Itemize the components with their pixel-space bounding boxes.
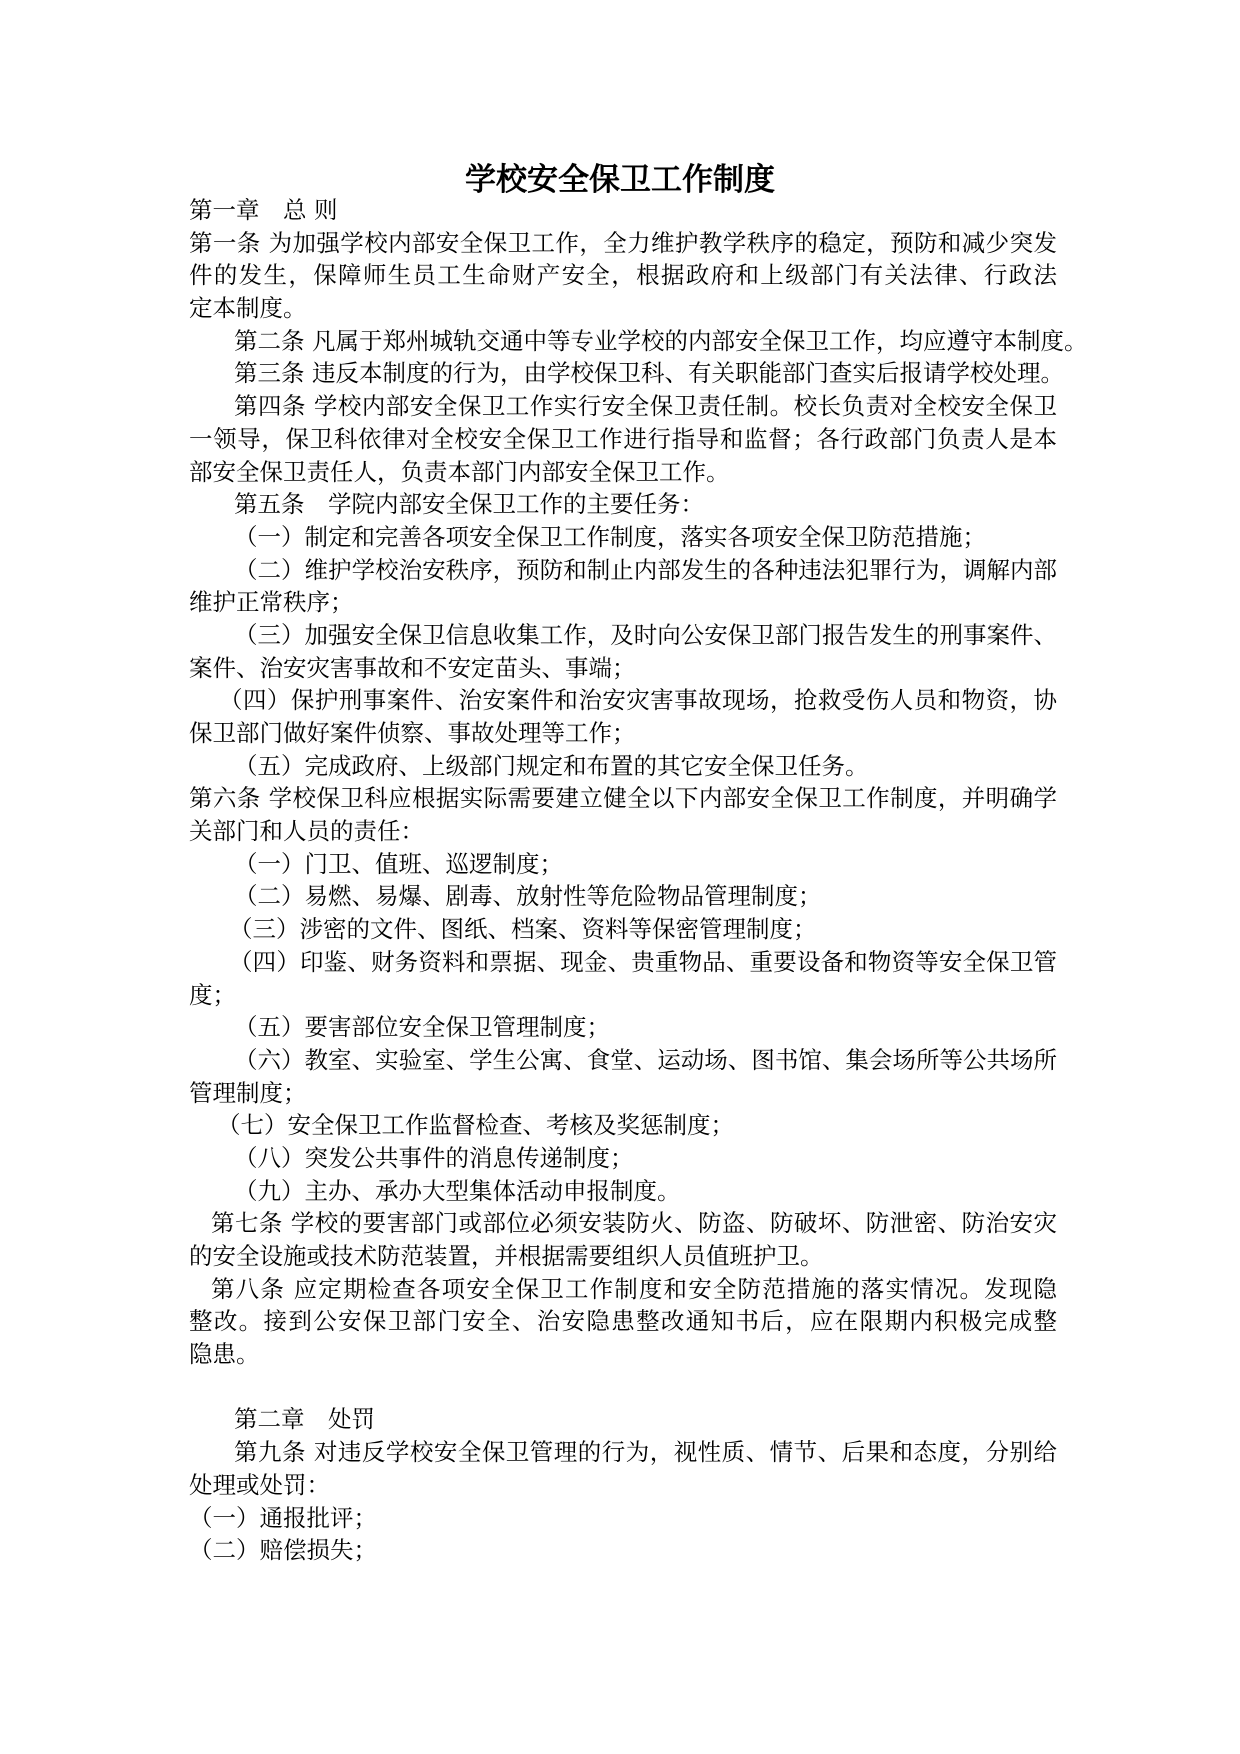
list-item-line: （一）通报批评； <box>189 1503 377 1532</box>
list-item-line: （八）突发公共事件的消息传递制度； <box>234 1143 634 1172</box>
document-body <box>189 194 1088 1567</box>
article-line: 定本制度。 <box>189 294 307 323</box>
article-line: 关部门和人员的责任： <box>189 817 424 846</box>
article-line: 第五条 学院内部安全保卫工作的主要任务： <box>234 490 704 519</box>
article-line: 第一条 为加强学校内部安全保卫工作，全力维护教学秩序的稳定，预防和减少突发 <box>189 228 1057 257</box>
list-item-line: （二）维护学校治安秩序，预防和制止内部发生的各种违法犯罪行为，调解内部 <box>234 555 1057 584</box>
article-line: 第八条 应定期检查各项安全保卫工作制度和安全防范措施的落实情况。发现隐 <box>211 1274 1057 1303</box>
article-line: 第三条 违反本制度的行为，由学校保卫科、有关职能部门查实后报请学校处理。 <box>234 359 1064 388</box>
list-item-line: 保卫部门做好案件侦察、事故处理等工作； <box>189 719 636 747</box>
article-line: 的安全设施或技术防范装置，并根据需要组织人员值班护卫。 <box>189 1242 824 1270</box>
list-item-line: （九）主办、承办大型集体活动申报制度。 <box>234 1176 681 1205</box>
list-item-line: （五）要害部位安全保卫管理制度； <box>234 1013 610 1042</box>
list-item-line: 度； <box>189 980 236 1009</box>
article-line: 部安全保卫责任人，负责本部门内部安全保卫工作。 <box>189 457 730 486</box>
list-item-line: （三）加强安全保卫信息收集工作，及时向公安保卫部门报告发生的刑事案件、 <box>234 620 1057 649</box>
list-item-line: （一）门卫、值班、巡逻制度； <box>234 849 563 878</box>
list-item-line: （七）安全保卫工作监督检查、考核及奖惩制度； <box>217 1111 734 1140</box>
document-title: 学校安全保卫工作制度 <box>465 162 775 198</box>
chapter-heading: 第一章 总 则 <box>189 196 338 224</box>
list-item-line: 管理制度； <box>189 1078 307 1107</box>
article-line: 第七条 学校的要害部门或部位必须安装防火、防盗、防破坏、防泄密、防治安灾 <box>211 1209 1057 1238</box>
list-item-line: （三）涉密的文件、图纸、档案、资料等保密管理制度； <box>229 915 817 944</box>
list-item-line: 案件、治安灾害事故和不安定苗头、事端； <box>189 653 636 682</box>
article-line: 第四条 学校内部安全保卫工作实行安全保卫责任制。校长负责对全校安全保卫 <box>234 392 1057 421</box>
article-line: 隐患。 <box>189 1340 260 1369</box>
article-line: 第九条 对违反学校安全保卫管理的行为，视性质、情节、后果和态度，分别给 <box>234 1438 1057 1467</box>
list-item-line: （四）印鉴、财务资料和票据、现金、贵重物品、重要设备和物资等安全保卫管 <box>229 947 1057 976</box>
list-item-line: （六）教室、实验室、学生公寓、食堂、运动场、图书馆、集会场所等公共场所 <box>234 1045 1057 1074</box>
list-item-line: （四）保护刑事案件、治安案件和治安灾害事故现场，抢救受伤人员和物资，协 <box>219 686 1057 715</box>
list-item-line: （二）易燃、易爆、剧毒、放射性等危险物品管理制度； <box>234 882 822 911</box>
article-line: 处理或处罚： <box>189 1470 330 1499</box>
blank-line <box>189 1371 1057 1404</box>
article-line: 件的发生，保障师生员工生命财产安全，根据政府和上级部门有关法律、行政法 <box>189 261 1057 290</box>
article-line: 一领导，保卫科依律对全校安全保卫工作进行指导和监督；各行政部门负责人是本 <box>189 424 1057 453</box>
article-line: 第六条 学校保卫科应根据实际需要建立健全以下内部安全保卫工作制度，并明确学 <box>189 784 1057 813</box>
list-item-line: （五）完成政府、上级部门规定和布置的其它安全保卫任务。 <box>234 751 869 780</box>
list-item-line: （一）制定和完善各项安全保卫工作制度，落实各项安全保卫防范措施； <box>234 522 986 551</box>
article-line: 整改。接到公安保卫部门安全、治安隐患整改通知书后，应在限期内积极完成整 <box>189 1307 1057 1336</box>
list-item-line: （二）赔偿损失； <box>189 1536 377 1565</box>
article-line: 第二条 凡属于郑州城轨交通中等专业学校的内部安全保卫工作，均应遵守本制度。 <box>234 326 1088 355</box>
chapter-heading: 第二章 处罚 <box>234 1405 375 1434</box>
list-item-line: 维护正常秩序； <box>189 588 354 617</box>
